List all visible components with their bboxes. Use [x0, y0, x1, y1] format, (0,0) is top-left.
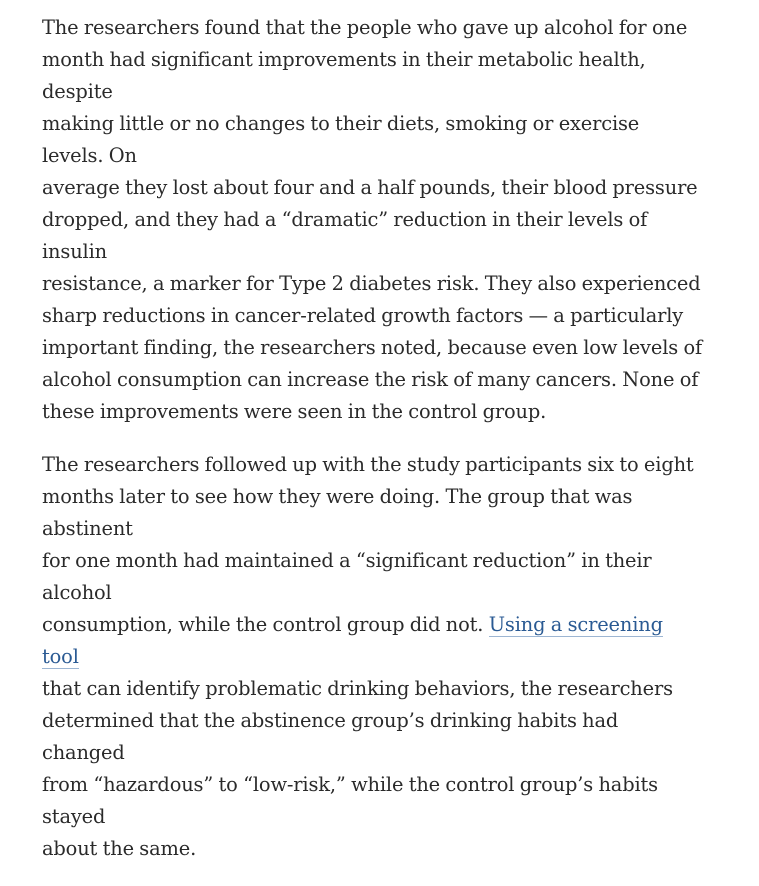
- paragraph-line: dropped, and they had a “dramatic” reduction in their levels of insulin: [42, 208, 648, 263]
- paragraph-line: consumption, while the control group did not.: [42, 613, 489, 636]
- paragraph-line: resistance, a marker for Type 2 diabetes risk. They also experienced: [42, 272, 701, 295]
- paragraph-line: about the same.: [42, 837, 197, 860]
- article-paragraph: [42, 449, 702, 865]
- paragraph-line: from “hazardous” to “low-risk,” while the control group’s habits stayed: [42, 773, 658, 828]
- article-body: [42, 12, 702, 886]
- screening-tool-link[interactable]: Using a screening tool: [42, 613, 663, 668]
- paragraph-line: sharp reductions in cancer-related growth factors — a particularly: [42, 304, 684, 327]
- paragraph-line: months later to see how they were doing. The group that was abstinent: [42, 485, 633, 540]
- paragraph-line: average they lost about four and a half pounds, their blood pressure: [42, 176, 698, 199]
- paragraph-line: these improvements were seen in the control group.: [42, 400, 547, 423]
- paragraph-line: for one month had maintained a “significant reduction” in their alcohol: [42, 549, 652, 604]
- paragraph-line: The researchers found that the people who gave up alcohol for one: [42, 16, 688, 39]
- paragraph-line: The researchers followed up with the study participants six to eight: [42, 453, 694, 476]
- paragraph-line: determined that the abstinence group’s drinking habits had changed: [42, 709, 619, 764]
- paragraph-line: month had significant improvements in their metabolic health, despite: [42, 48, 646, 103]
- article-paragraph: [42, 12, 702, 428]
- paragraph-line: important finding, the researchers noted, because even low levels of: [42, 336, 703, 359]
- paragraph-line: alcohol consumption can increase the risk of many cancers. None of: [42, 368, 699, 391]
- paragraph-line: that can identify problematic drinking behaviors, the researchers: [42, 677, 673, 700]
- paragraph-line: making little or no changes to their diets, smoking or exercise levels. On: [42, 112, 640, 167]
